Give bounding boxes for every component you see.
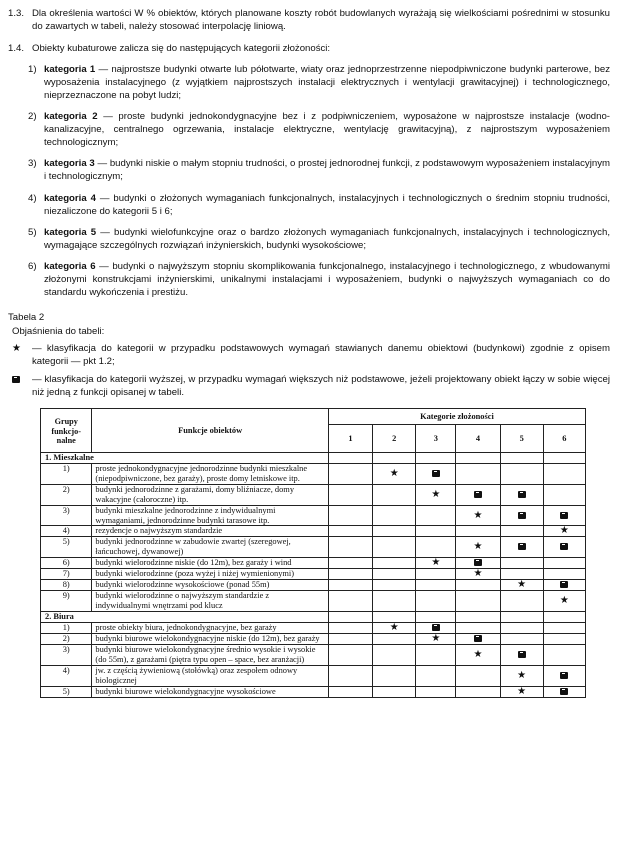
table-label: Tabela 2 xyxy=(8,311,45,323)
row-function: proste jednokondygnacyjne jednorodzinne budynki mieszkalne (niepodpiwniczone, bez garaży), proste domy letniskowe itp. xyxy=(92,464,329,485)
category-number-header: 4 xyxy=(456,425,500,453)
square-icon xyxy=(518,512,526,519)
star-icon: ★ xyxy=(473,541,483,553)
category-cell xyxy=(543,686,585,697)
category-description: — budynki wielofunkcyjne oraz o bardzo złożonych wymaganiach funkcjonalnych, instalacyjnych i technologicznych, wymagające szczególnych rozwiązań inżynierskich, budynki wysokościowe; xyxy=(44,226,610,251)
category-cell xyxy=(456,591,500,612)
category-cell xyxy=(543,645,585,666)
category-cell xyxy=(543,526,585,537)
star-icon: ★ xyxy=(517,579,527,591)
category-text xyxy=(44,157,610,183)
category-cell xyxy=(500,634,543,645)
legend-title: Objaśnienia do tabeli: xyxy=(12,325,105,337)
category-number-header: 2 xyxy=(373,425,416,453)
category-cell xyxy=(500,484,543,505)
category-cell xyxy=(373,580,416,591)
category-name: kategoria 6 xyxy=(44,260,96,272)
row-function: budynki wielorodzinne niskie (do 12m), bez garaży i wind xyxy=(92,558,329,569)
category-number: 3) xyxy=(28,158,37,170)
star-icon: ★ xyxy=(12,342,21,354)
row-function: budynki biurowe wielokondygnacyjne niskie (do 12m), bez garaży xyxy=(92,634,329,645)
category-cell xyxy=(543,505,585,526)
category-name: kategoria 1 xyxy=(44,64,96,76)
square-icon xyxy=(560,512,568,519)
square-icon xyxy=(560,672,568,679)
category-name: kategoria 3 xyxy=(44,158,95,170)
category-cell xyxy=(500,665,543,686)
category-cell xyxy=(456,580,500,591)
category-cell xyxy=(416,634,456,645)
category-cell xyxy=(500,569,543,580)
category-cell xyxy=(456,623,500,634)
category-number-header: 5 xyxy=(500,425,543,453)
category-number-header: 1 xyxy=(328,425,372,453)
category-cell xyxy=(328,505,372,526)
category-cell xyxy=(373,686,416,697)
star-icon: ★ xyxy=(473,648,483,660)
category-item xyxy=(28,63,610,102)
category-cell xyxy=(500,645,543,666)
paragraph-1-4 xyxy=(8,42,610,55)
paragraph-number: 1.3. xyxy=(8,8,25,19)
category-name: kategoria 5 xyxy=(44,226,97,238)
category-name: kategoria 4 xyxy=(44,192,96,204)
category-number-header: 3 xyxy=(416,425,456,453)
table-row xyxy=(41,526,586,537)
square-icon xyxy=(474,559,482,566)
star-icon: ★ xyxy=(517,669,527,681)
section-title: 1. Mieszkalne xyxy=(41,453,329,464)
category-item xyxy=(28,157,610,183)
category-cell xyxy=(416,686,456,697)
category-cell xyxy=(328,464,372,485)
category-list xyxy=(28,63,610,299)
category-cell xyxy=(373,569,416,580)
category-cell xyxy=(328,665,372,686)
row-number: 5) xyxy=(41,686,92,697)
category-cell xyxy=(500,505,543,526)
row-function: budynki jednorodzinne z garażami, domy bliźniacze, domy wakacyjne (całoroczne) itp. xyxy=(92,484,329,505)
category-cell xyxy=(373,464,416,485)
paragraph-1-3 xyxy=(8,7,610,33)
legend-star-entry xyxy=(12,342,610,368)
category-text xyxy=(44,110,610,149)
category-cell xyxy=(416,558,456,569)
category-cell xyxy=(416,526,456,537)
category-cell xyxy=(500,623,543,634)
category-cell xyxy=(328,645,372,666)
category-cell xyxy=(500,537,543,558)
category-cell xyxy=(328,580,372,591)
star-icon: ★ xyxy=(431,633,441,644)
category-cell xyxy=(373,526,416,537)
row-number: 8) xyxy=(41,580,92,591)
header-functions: Funkcje obiektów xyxy=(92,409,329,453)
category-cell xyxy=(456,686,500,697)
category-cell xyxy=(543,464,585,485)
table-row xyxy=(41,569,586,580)
category-cell xyxy=(543,569,585,580)
star-icon: ★ xyxy=(559,595,569,607)
category-text xyxy=(44,192,610,218)
category-number: 6) xyxy=(28,260,37,272)
category-cell xyxy=(456,464,500,485)
category-number: 1) xyxy=(28,64,37,76)
complexity-table xyxy=(40,408,586,698)
category-cell xyxy=(416,665,456,686)
row-number: 3) xyxy=(41,645,92,666)
category-number: 2) xyxy=(28,111,37,123)
category-cell xyxy=(543,537,585,558)
square-icon xyxy=(560,581,568,588)
category-cell xyxy=(373,591,416,612)
category-cell xyxy=(456,569,500,580)
category-cell xyxy=(328,623,372,634)
row-number: 2) xyxy=(41,634,92,645)
star-icon: ★ xyxy=(431,488,441,500)
category-cell xyxy=(328,569,372,580)
table-row xyxy=(41,558,586,569)
category-cell xyxy=(543,623,585,634)
category-number: 4) xyxy=(28,192,37,204)
square-icon xyxy=(474,635,482,642)
category-item xyxy=(28,110,610,149)
category-cell xyxy=(328,558,372,569)
star-icon: ★ xyxy=(517,685,527,697)
row-function: proste obiekty biura, jednokondygnacyjne, bez garaży xyxy=(92,623,329,634)
table-row xyxy=(41,645,586,666)
category-name: kategoria 2 xyxy=(44,111,98,123)
square-icon xyxy=(518,651,526,658)
category-cell xyxy=(456,537,500,558)
category-number-header: 6 xyxy=(543,425,585,453)
row-function: budynki wielorodzinne (poza wyżej i niżej wymienionymi) xyxy=(92,569,329,580)
table-row xyxy=(41,484,586,505)
category-cell xyxy=(373,634,416,645)
category-cell xyxy=(500,526,543,537)
category-number: 5) xyxy=(28,226,37,238)
paragraph-text: Obiekty kubaturowe zalicza się do następujących kategorii złożoności: xyxy=(32,43,331,55)
category-cell xyxy=(416,484,456,505)
square-icon xyxy=(432,624,440,631)
legend-square-entry xyxy=(12,373,610,399)
category-description: — proste budynki jednokondygnacyjne bez i z podpiwniczeniem, wyposażone w najprostsze instalacje (wodno-kanalizacyjne, centralnego ogrzewania, instalacje elektryczne, wentylację grawitacyjną), z najprostszym wyposażeniem technologicznym; xyxy=(44,111,610,149)
table-row xyxy=(41,665,586,686)
category-cell xyxy=(328,634,372,645)
category-cell xyxy=(543,634,585,645)
category-cell xyxy=(373,484,416,505)
square-icon xyxy=(12,373,32,399)
category-cell xyxy=(328,686,372,697)
category-cell xyxy=(416,505,456,526)
category-cell xyxy=(373,558,416,569)
row-function: budynki wielorodzinne wysokościowe (ponad 55m) xyxy=(92,580,329,591)
table-row xyxy=(41,623,586,634)
category-cell xyxy=(456,558,500,569)
table-row xyxy=(41,580,586,591)
square-icon xyxy=(518,491,526,498)
category-cell xyxy=(416,464,456,485)
star-icon: ★ xyxy=(389,622,399,633)
star-icon: ★ xyxy=(431,557,441,569)
row-number: 4) xyxy=(41,526,92,537)
row-function: budynki wielorodzinne o najwyższym standardzie z indywidualnymi wnętrzami pod klucz xyxy=(92,591,329,612)
square-icon xyxy=(474,491,482,498)
table-row xyxy=(41,505,586,526)
category-cell xyxy=(416,645,456,666)
category-cell xyxy=(373,623,416,634)
category-item xyxy=(28,226,610,252)
star-icon: ★ xyxy=(473,568,483,580)
category-cell xyxy=(416,623,456,634)
category-cell xyxy=(416,537,456,558)
table-row xyxy=(41,464,586,485)
square-icon xyxy=(518,543,526,550)
legend-star-text: — klasyfikacja do kategorii w przypadku podstawowych wymagań stawianych danemu obiektowi (budynkowi) zgodnie z opisem kategorii — pkt 1.2; xyxy=(32,342,610,367)
legend-square-text: — klasyfikacja do kategorii wyższej, w przypadku wymagań większych niż podstawowe, jeżeli projektowany obiekt łączy w sobie więcej niż jedną z funkcji opisanej w tabeli. xyxy=(32,374,610,399)
category-cell xyxy=(543,580,585,591)
row-number: 9) xyxy=(41,591,92,612)
section-title: 2. Biura xyxy=(41,612,329,623)
table-row xyxy=(41,634,586,645)
category-cell xyxy=(456,526,500,537)
row-function: budynki biurowe wielokondygnacyjne wysokościowe xyxy=(92,686,329,697)
category-cell xyxy=(328,484,372,505)
category-cell xyxy=(500,686,543,697)
category-cell xyxy=(416,591,456,612)
category-cell xyxy=(373,645,416,666)
row-function: rezydencje o najwyższym standardzie xyxy=(92,526,329,537)
category-cell xyxy=(328,537,372,558)
category-cell xyxy=(416,569,456,580)
category-cell xyxy=(543,591,585,612)
star-icon: ★ xyxy=(389,467,399,479)
row-number: 6) xyxy=(41,558,92,569)
paragraph-text: Dla określenia wartości W % obiektów, których planowane koszty robót budowlanych wyrażają się wielkościami pośrednimi w stosunku do zawartych w tabeli, należy stosować interpolację liniową. xyxy=(32,8,610,33)
category-cell xyxy=(456,484,500,505)
category-description: — budynki o najwyższym stopniu skomplikowania funkcjonalnego, instalacyjnego i technologicznego, z wbudowanymi złożonymi konstrukcjami inżynierskimi, unikalnymi instalacjami i wyposażeniem, budynki o najwyższych wymaganiach co do standardu wykończenia i prestiżu. xyxy=(44,260,610,298)
row-number: 1) xyxy=(41,623,92,634)
table-row xyxy=(41,537,586,558)
category-cell xyxy=(456,665,500,686)
square-icon xyxy=(560,543,568,550)
category-text xyxy=(44,226,610,252)
category-cell xyxy=(373,505,416,526)
category-cell xyxy=(543,558,585,569)
category-item xyxy=(28,192,610,218)
row-function: jw. z częścią żywieniową (stołówką) oraz zespołem odnowy biologicznej xyxy=(92,665,329,686)
category-text xyxy=(44,63,610,102)
category-cell xyxy=(416,580,456,591)
row-number: 7) xyxy=(41,569,92,580)
category-cell xyxy=(456,645,500,666)
row-function: budynki biurowe wielokondygnacyjne średnio wysokie i wysokie (do 55m), z garażami (piętra typu open – space, bez aranżacji) xyxy=(92,645,329,666)
category-text xyxy=(44,260,610,299)
row-number: 4) xyxy=(41,665,92,686)
row-function: budynki jednorodzinne w zabudowie zwartej (szeregowej, łańcuchowej, dywanowej) xyxy=(92,537,329,558)
row-number: 2) xyxy=(41,484,92,505)
square-icon xyxy=(432,470,440,477)
header-group: Grupy funkcjo-nalne xyxy=(41,409,92,453)
table-row xyxy=(41,686,586,697)
category-item xyxy=(28,260,610,299)
table-row xyxy=(41,591,586,612)
star-icon: ★ xyxy=(559,525,569,537)
row-number: 5) xyxy=(41,537,92,558)
section-row xyxy=(41,453,586,464)
category-cell xyxy=(500,580,543,591)
category-cell xyxy=(500,558,543,569)
section-row xyxy=(41,612,586,623)
category-cell xyxy=(543,665,585,686)
category-cell xyxy=(456,634,500,645)
category-cell xyxy=(543,484,585,505)
category-description: — najprostsze budynki otwarte lub półotwarte, wiaty oraz jednoprzestrzenne niepodpiwniczone budynki parterowe, bez wyposażenia instalacyjnego (z wyjątkiem najprostszych instalacji elektrycznych i wentylacji grawitacyjnej) i technologicznego, nieprzeznaczone na pobyt ludzi; xyxy=(44,64,610,102)
category-cell xyxy=(500,464,543,485)
square-icon xyxy=(560,688,568,695)
category-description: — budynki o złożonych wymaganiach funkcjonalnych, instalacyjnych i technologicznych o średnim stopniu trudności, niezaliczone do kategorii 5 i 6; xyxy=(44,192,610,217)
category-cell xyxy=(500,591,543,612)
category-cell xyxy=(456,505,500,526)
category-cell xyxy=(373,665,416,686)
row-number: 1) xyxy=(41,464,92,485)
paragraph-number: 1.4. xyxy=(8,43,25,55)
category-cell xyxy=(328,591,372,612)
category-cell xyxy=(373,537,416,558)
category-description: — budynki niskie o małym stopniu trudności, o prostej jednorodnej funkcji, z podstawowym wyposażeniem instalacyjnym i technologicznym; xyxy=(44,158,610,183)
category-cell xyxy=(328,526,372,537)
row-function: budynki mieszkalne jednorodzinne z indywidualnymi wymaganiami, jednorodzinne budynki tarasowe itp. xyxy=(92,505,329,526)
star-icon: ★ xyxy=(473,509,483,521)
row-number: 3) xyxy=(41,505,92,526)
header-categories: Kategorie złożoności xyxy=(328,409,585,425)
